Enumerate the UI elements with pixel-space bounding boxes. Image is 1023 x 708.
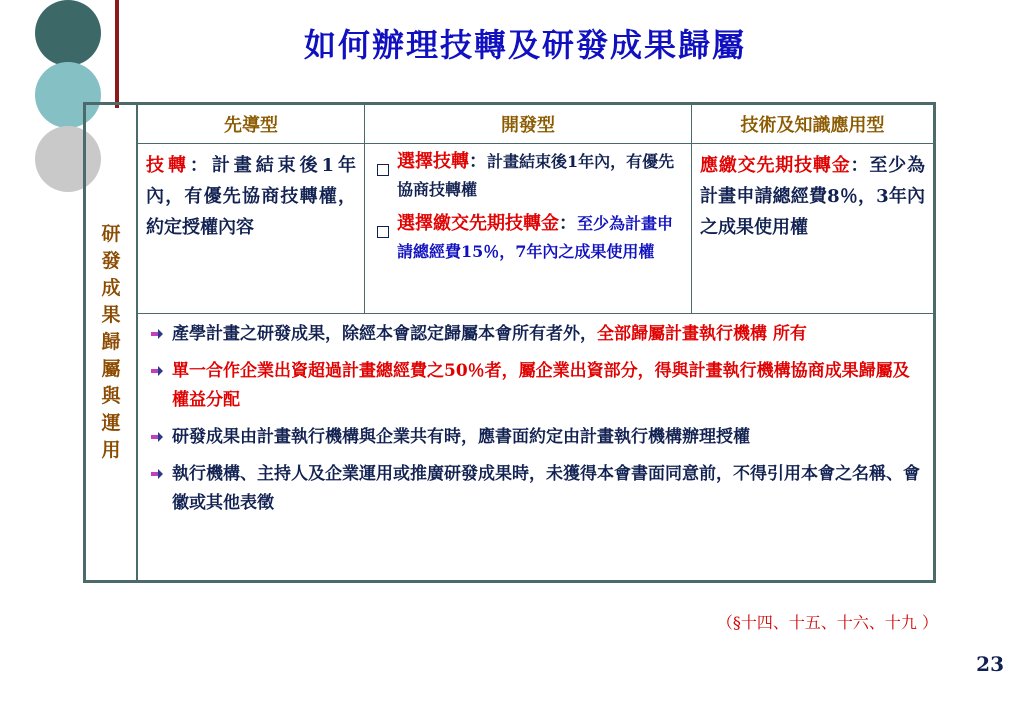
rule-3-text: 研發成果由計畫執行機構與企業共有時，應書面約定由計畫執行機構辦理授權 <box>172 427 750 447</box>
pilot-text: 計畫結束後1年內，有優先協商技轉權，約定授權內容 <box>146 155 357 238</box>
square-bullet-icon <box>377 217 391 231</box>
side-label-char: 發 <box>101 250 121 272</box>
pilot-cell <box>137 144 365 314</box>
pilot-lead: 技轉 <box>146 155 190 176</box>
side-label-char: 運 <box>101 412 121 434</box>
arrow-bullet-icon <box>150 327 164 341</box>
side-label-char: 屬 <box>101 358 121 380</box>
side-label <box>85 104 138 582</box>
application-text: ：至少為計畫申請總經費8％，3年內之成果使用權 <box>700 155 926 238</box>
rule-1-text: 產學計畫之研發成果，除經本會認定歸屬本會所有者外， <box>172 324 597 344</box>
development-option-1-lead: 選擇技轉 <box>397 151 469 172</box>
development-option-2-colon: ： <box>559 213 577 234</box>
rule-item-3 <box>150 423 923 452</box>
rule-2-text: 單一合作企業出資超過計畫總經費之50％者，屬企業出資部分，得與計畫執行機構協商成果歸屬及權益分配 <box>172 361 910 410</box>
rule-item-4 <box>150 460 923 518</box>
side-label-char: 用 <box>101 439 121 461</box>
article-reference: （§十四、十五、十六、十九 ） <box>716 613 938 632</box>
page-number: 23 <box>976 652 1004 676</box>
pilot-colon: ： <box>189 155 212 176</box>
application-lead: 應繳交先期技轉金 <box>700 155 851 176</box>
application-cell <box>692 144 935 314</box>
header-pilot: 先導型 <box>137 104 365 144</box>
rule-item-2 <box>150 357 923 415</box>
decor-circle-dark <box>35 0 101 66</box>
rule-4-text: 執行機構、主持人及企業運用或推廣研發成果時，未獲得本會書面同意前，不得引用本會之名稱、會徽或其他表徵 <box>172 464 920 513</box>
side-label-char: 歸 <box>101 331 121 353</box>
side-label-char: 果 <box>101 304 121 326</box>
header-application: 技術及知識應用型 <box>692 104 935 144</box>
development-option-1-colon: ： <box>469 151 487 172</box>
slide-title: 如何辦理技轉及研發成果歸屬 <box>303 26 746 64</box>
development-option-1 <box>375 148 681 204</box>
development-option-2-text: 至少為計畫申請總經費15％，7年內之成果使用權 <box>397 214 674 261</box>
side-label-char: 研 <box>101 223 121 245</box>
development-option-2 <box>375 210 681 266</box>
arrow-bullet-icon <box>150 467 164 481</box>
ownership-rules <box>137 314 935 582</box>
development-option-2-lead: 選擇繳交先期技轉金 <box>397 213 559 234</box>
rule-item-1 <box>150 320 923 349</box>
decor-vertical-rule <box>115 0 119 108</box>
development-cell <box>365 144 692 314</box>
arrow-bullet-icon <box>150 430 164 444</box>
side-label-char: 與 <box>101 385 121 407</box>
ip-ownership-table <box>83 102 936 583</box>
square-bullet-icon <box>377 155 391 169</box>
side-label-char: 成 <box>101 277 121 299</box>
development-option-1-text: 計畫結束後1年內，有優先協商技轉權 <box>397 152 675 199</box>
arrow-bullet-icon <box>150 364 164 378</box>
header-development: 開發型 <box>365 104 692 144</box>
rule-1-highlight: 全部歸屬計畫執行機構 所有 <box>597 324 807 344</box>
